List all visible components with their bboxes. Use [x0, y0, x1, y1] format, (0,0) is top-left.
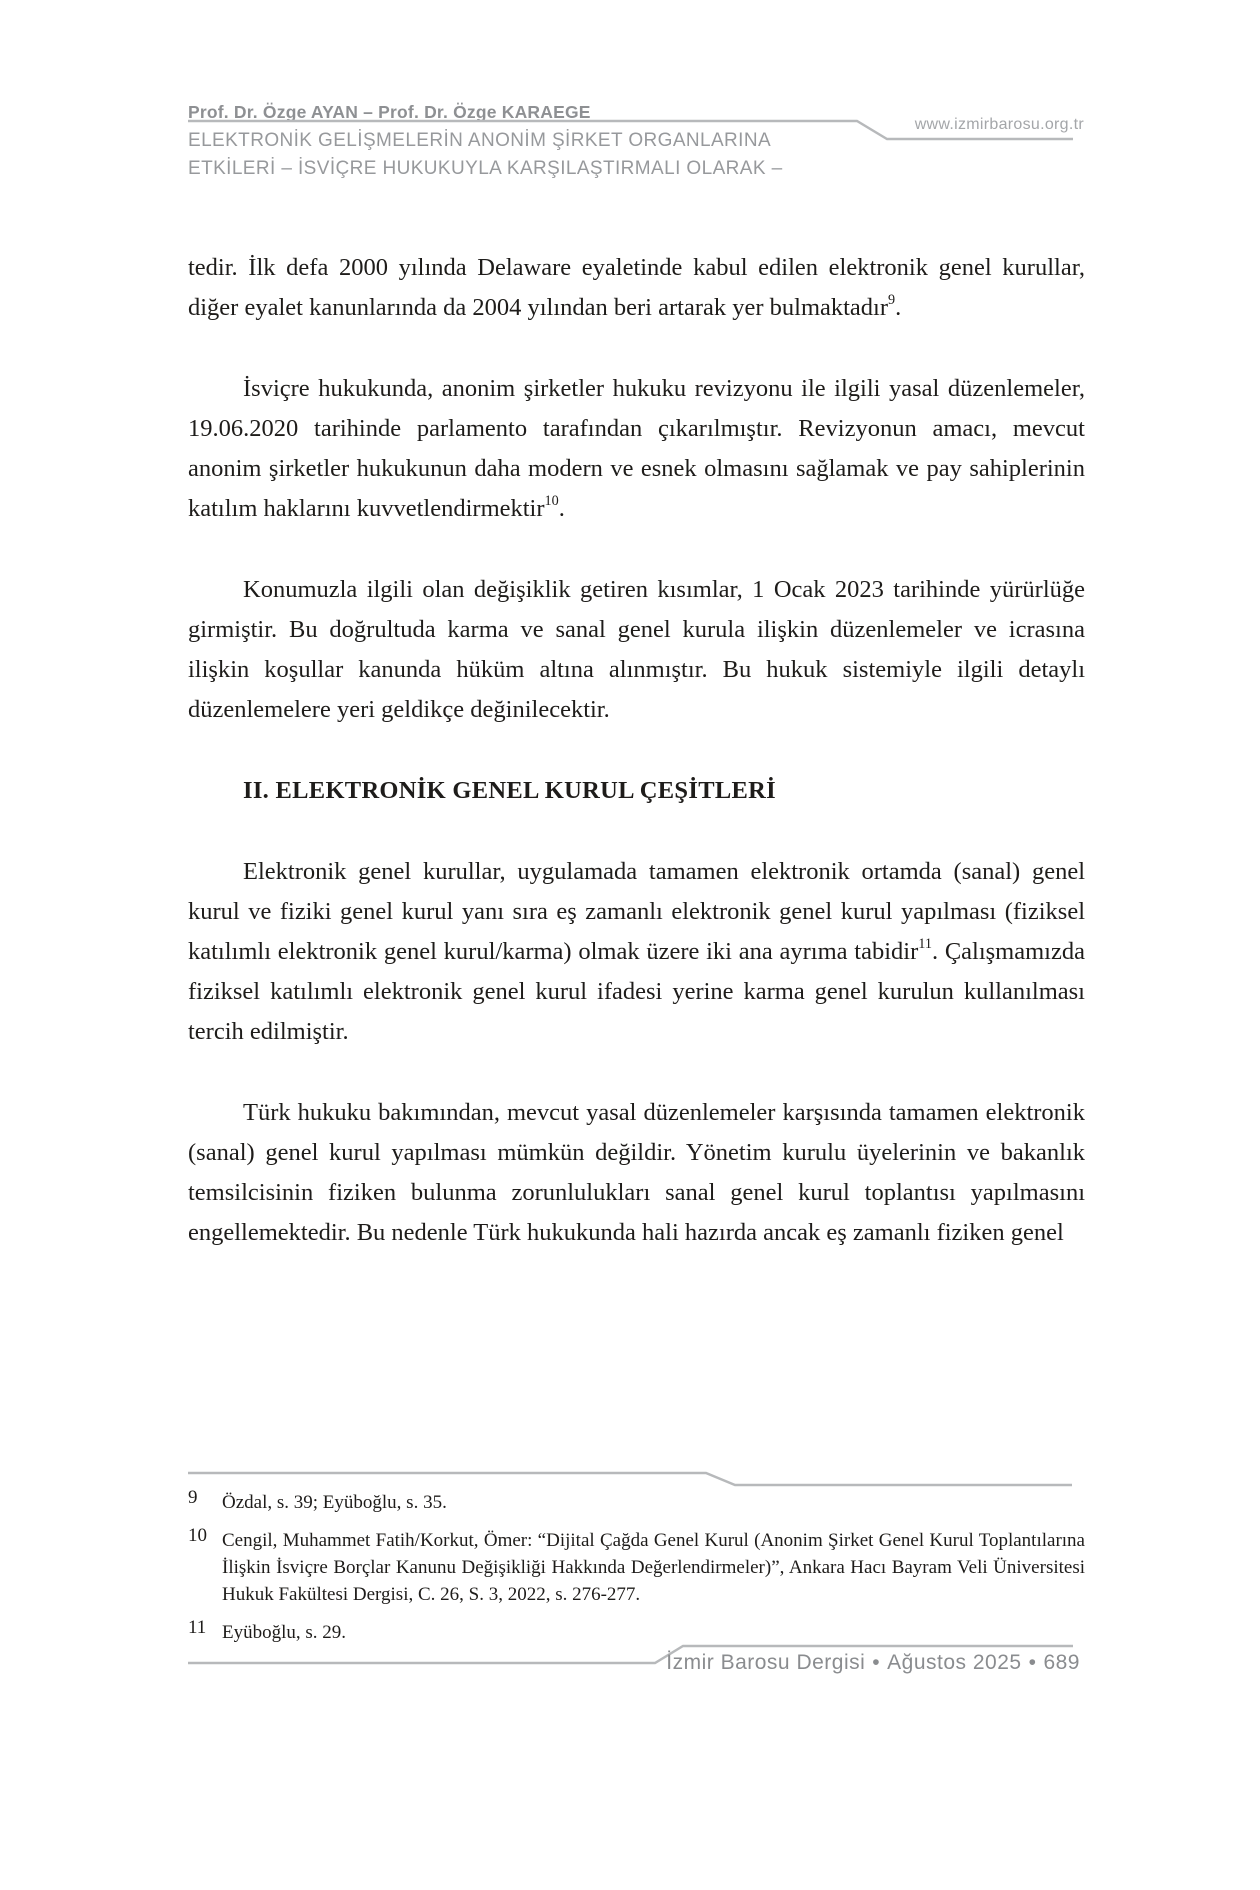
- paragraph-2: İsviçre hukukunda, anonim şirketler hukuku revizyonu ile ilgili yasal düzenlemeler, 19.06.2020 tarihinde parlamento tarafından çıkarılmıştır. Revizyonun amacı, mevcut anonim şirketler hukukunun daha modern ve esnek olmasını sağlamak ve pay sahiplerinin katılım haklarını kuvvetlendirmektir$^{10}$.: [188, 375, 1085, 522]
- paragraph-continuation: tedir. İlk defa 2000 yılında Delaware eyaletinde kabul edilen elektronik genel kurullar, diğer eyalet kanunlarında da 2004 yılından beri artarak yer bulmaktadır$^9$.: [188, 254, 1085, 321]
- footnote-number: 11: [188, 1617, 207, 1638]
- footnote-9: [188, 1489, 1085, 1516]
- journal-name: İzmir Barosu Dergisi: [666, 1651, 866, 1674]
- section-heading: II. ELEKTRONİK GENEL KURUL ÇEŞİTLERİ: [243, 777, 776, 804]
- footnote-10: [188, 1527, 1085, 1608]
- article-title-line-1: ELEKTRONİK GELİŞMELERİN ANONİM ŞİRKET ORGANLARINA: [188, 130, 772, 151]
- footnote-number: 9: [188, 1487, 198, 1508]
- footnote-number: 10: [188, 1525, 207, 1546]
- footnote-11: [188, 1619, 1085, 1646]
- body-text: [188, 248, 1085, 1294]
- footnote-text: Eyüboğlu, s. 29.: [222, 1622, 347, 1643]
- page-number: 689: [1043, 1651, 1080, 1674]
- footnotes: [188, 1489, 1085, 1657]
- footer-separator: •: [872, 1651, 881, 1674]
- header-authors: Prof. Dr. Özge AYAN – Prof. Dr. Özge KARAEGE: [188, 102, 591, 122]
- paragraph-3: Konumuzla ilgili olan değişiklik getiren kısımlar, 1 Ocak 2023 tarihinde yürürlüğe girmiştir. Bu doğrultuda karma ve sanal genel kurula ilişkin düzenlemeler ve icrasına ilişkin koşullar kanunda hüküm altına alınmıştır. Bu hukuk sistemiyle ilgili detaylı düzenlemelere yeri geldikçe değinilecektir.: [188, 576, 1085, 723]
- paragraph-5: Türk hukuku bakımından, mevcut yasal düzenlemeler karşısında tamamen elektronik (sanal) genel kurul yapılması mümkün değildir. Yönetim kurulu üyelerinin ve bakanlık temsilcisinin fiziken bulunma zorunlulukları sanal genel kurul toplantısı yapılmasını engellemektedir. Bu nedenle Türk hukukunda hali hazırda ancak eş zamanlı fiziken genel: [188, 1099, 1085, 1246]
- header-website-url: www.izmirbarosu.org.tr: [914, 116, 1084, 133]
- article-title-line-2: ETKİLERİ – İSVİÇRE HUKUKUYLA KARŞILAŞTIRMALI OLARAK –: [188, 158, 783, 179]
- article-title: [188, 127, 783, 183]
- footnote-text: Özdal, s. 39; Eyüboğlu, s. 35.: [222, 1492, 447, 1513]
- issue-date: Ağustos 2025: [887, 1651, 1022, 1674]
- footnote-text: Cengil, Muhammet Fatih/Korkut, Ömer: “Dijital Çağda Genel Kurul (Anonim Şirket Genel Kurul Toplantılarına İlişkin İsviçre Borçlar Kanunu Değişikliği Hakkında Değerlendirmeler)”, Ankara Hacı Bayram Veli Üniversitesi Hukuk Fakültesi Dergisi, C. 26, S. 3, 2022, s. 276-277.: [222, 1530, 1085, 1605]
- footer-separator: •: [1028, 1651, 1037, 1674]
- paragraph-4: Elektronik genel kurullar, uygulamada tamamen elektronik ortamda (sanal) genel kurul ve fiziki genel kurul yanı sıra eş zamanlı elektronik genel kurul yapılması (fiziksel katılımlı elektronik genel kurul/karma) olmak üzere iki ana ayrıma tabidir$^{11}$. Çalışmamızda fiziksel katılımlı elektronik genel kurul ifadesi yerine karma genel kurulun kullanılması tercih edilmiştir.: [188, 858, 1085, 1045]
- footnote-separator-rule: [188, 1471, 1074, 1488]
- footer: [666, 1651, 1080, 1675]
